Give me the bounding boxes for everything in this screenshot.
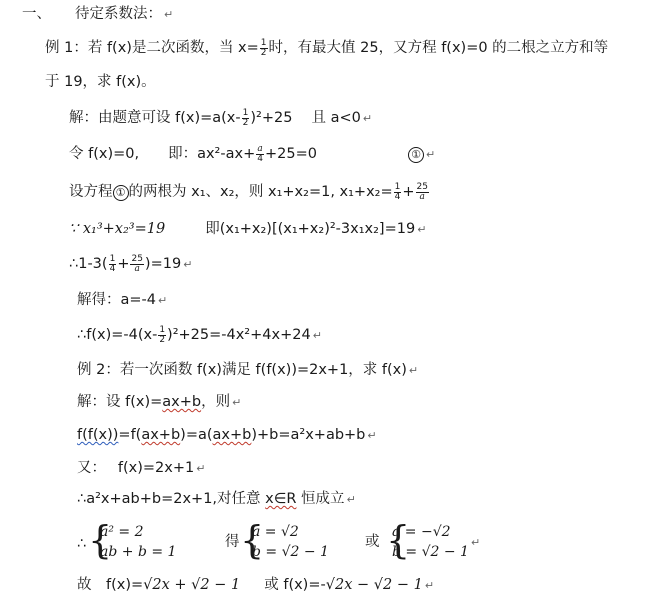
- equation-one: 令 f(x)=0, 即：ax²-ax+ $\frac{a}{4}$ +25=0: [69, 143, 317, 164]
- solution2-setup: 解：设 f(x)=ax+b，则 ↵: [77, 394, 242, 410]
- heading-title: 待定系数法：: [75, 6, 162, 22]
- example1-text-b: 时，有最大值 25，又方程 f(x)=0 的二根之立方和等: [268, 40, 609, 56]
- example1-text: 例 1：若 f(x)是二次函数，当 x=: [45, 40, 259, 56]
- paragraph-mark-icon: ↵: [426, 148, 436, 161]
- arbitrary-x-line: ∴a²x+ab+b=2x+1,对任意 x∈R 恒成立 ↵: [77, 491, 356, 507]
- paragraph-mark-icon: ↵: [470, 536, 481, 549]
- given-line: 又： f(x)=2x+1 ↵: [77, 460, 206, 476]
- paragraph-mark-icon: ↵: [196, 462, 206, 475]
- huo-label: 或: [365, 534, 380, 550]
- fraction-quarter: $\frac{1}{4}$: [394, 181, 401, 202]
- section-heading: [22, 4, 173, 25]
- fraction-quarter: $\frac{1}{4}$: [109, 253, 116, 274]
- paragraph-mark-icon: ↵: [417, 223, 427, 236]
- paragraph-mark-icon: ↵: [346, 493, 356, 506]
- fraction-a-over-4: $\frac{a}{4}$: [257, 143, 263, 164]
- paragraph-mark-icon: ↵: [164, 8, 174, 21]
- composition-line: f(f(x))=f(ax+b)=a(ax+b)+b=a²x+ab+b ↵: [77, 427, 377, 443]
- solution1-setup: 解：由题意可设 f(x)=a(x- $\frac{1}{2}$ )²+25 且 a<0 ↵: [69, 107, 373, 128]
- fraction-25-over-a: $\frac{25}{a}$: [416, 181, 428, 202]
- equation-number: ① ↵: [408, 144, 435, 165]
- therefore-line: ∴1-3( $\frac{1}{4}$ + $\frac{25}{a}$ )=19 ↵: [69, 253, 193, 274]
- paragraph-mark-icon: ↵: [232, 396, 242, 409]
- example1-line1: [45, 38, 608, 58]
- roots-line: 设方程 ① 的两根为 x₁、x₂，则 x₁+x₂=1, x₁+x₂= $\frac{1}{4}$ + $\frac{25}{a}$: [69, 181, 428, 202]
- paragraph-mark-icon: ↵: [183, 258, 193, 271]
- de-label: 得: [225, 534, 240, 550]
- paragraph-mark-icon: ↵: [362, 112, 373, 125]
- cube-sum-line: ∵ x₁³+x₂³=19 即(x₁+x₂)[(x₁+x₂)²-3x₁x₂]=19 ↵: [69, 221, 427, 237]
- solve-a-line: 解得：a=-4 ↵: [77, 292, 168, 308]
- conclusion-line: 故 f(x)=√2x + √2 − 1 或 f(x)=-√2x − √2 − 1 ↵: [77, 577, 435, 593]
- fraction-25-over-a: $\frac{25}{a}$: [131, 253, 143, 274]
- fraction-half: $\frac{1}{2}$: [242, 107, 249, 128]
- system-equations-1: { a² = 2 ab + b = 1: [90, 522, 176, 562]
- paragraph-mark-icon: ↵: [158, 294, 168, 307]
- fraction-half: $\frac{1}{2}$: [159, 324, 166, 345]
- system-lead: ∴: [77, 536, 87, 552]
- system-solution-1: { a = √2 b = √2 − 1: [242, 522, 329, 562]
- example1-line2: [45, 72, 156, 92]
- paragraph-mark-icon: ↵: [424, 579, 435, 592]
- example2-line1: 例 2：若一次函数 f(x)满足 f(f(x))=2x+1，求 f(x) ↵: [77, 362, 419, 378]
- system-solution-2: { a = −√2 b = √2 − 1 ↵: [388, 522, 480, 562]
- fraction-half: $\frac{1}{2}$: [260, 37, 267, 58]
- example1-text-2: 于 19，求 f(x)。: [45, 74, 156, 90]
- paragraph-mark-icon: ↵: [408, 364, 419, 377]
- final-f-line: ∴f(x)=-4(x- $\frac{1}{2}$ )²+25=-4x²+4x+24 ↵: [77, 324, 322, 345]
- paragraph-mark-icon: ↵: [367, 429, 377, 442]
- paragraph-mark-icon: ↵: [312, 329, 322, 342]
- heading-prefix: 一、: [22, 6, 51, 22]
